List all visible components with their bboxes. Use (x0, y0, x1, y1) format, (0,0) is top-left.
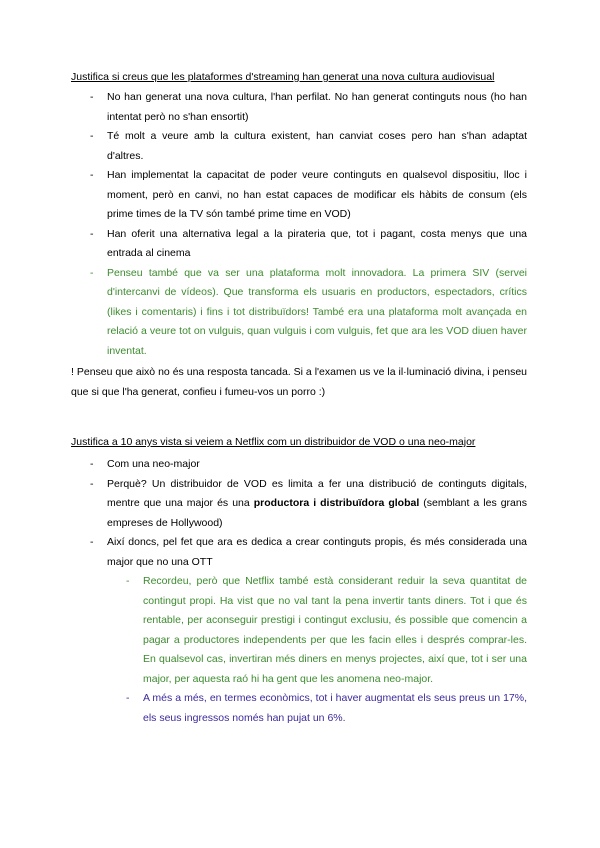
item-text: (semblant a les grans empreses de Hollywood) (107, 497, 527, 529)
section2-sublist (143, 572, 527, 728)
sublist-item-comment: - Recordeu, però que Netflix també està considerant reduir la seva quantitat de contingut propi. Ha vist que no val tant la pena invertir tants diners. Tot i que és rentable, per aconseguir prestigi i contingut exclusiu, és possible que comencin a pagar a productores independents per que les facin elles i després comprar-les. En qualsevol cas, invertiran més diners en menys projectes, així que, tot i ser una major, per aquesta raó hi ha gent que les anomena neo-major. (143, 572, 527, 689)
item-bold-text: productora i distribuïdora global (253, 497, 420, 509)
section2-heading: Justifica a 10 anys vista si veiem a Netflix com un distribuidor de VOD o una neo-major (71, 436, 476, 448)
section1-heading: Justifica si creus que les plataformes d'streaming han generat una nova cultura audiovisual (71, 71, 495, 83)
item-text: Perquè? Un distribuidor de VOD es limita a fer una distribució de continguts digitals, mentre que una major és una (107, 477, 527, 509)
list-item: - No han generat una nova cultura, l'han perfilat. No han generat continguts nous (ho han intentat però no s'han ensortit) (107, 88, 527, 127)
sublist-item-comment: - A més a més, en termes econòmics, tot i haver augmentat els seus preus un 17%, els seus ingressos només han pujat un 6%. (143, 689, 527, 728)
list-item: - Així doncs, pel fet que ara es dedica a crear continguts propis, és més considerada una major que no una OTT (107, 533, 527, 572)
list-item: - Han implementat la capacitat de poder veure continguts en qualsevol dispositiu, lloc i moment, però en canvi, no han estat capaces de modificar els hàbits de consum (els prime times de la TV són també prime time en VOD) (107, 166, 527, 225)
section1-note: ! Penseu que això no és una resposta tancada. Si a l'examen us ve la il·luminació divina, i penseu que si que l'ha generat, confieu i fumeu-vos un porro :) (71, 366, 527, 398)
list-item: - Té molt a veure amb la cultura existent, han canviat coses pero han s'han adaptat d'altres. (107, 127, 527, 166)
section1-list (107, 88, 527, 361)
list-item (107, 475, 527, 534)
list-item: - Han oferit una alternativa legal a la pirateria que, tot i pagant, costa menys que una entrada al cinema (107, 225, 527, 264)
section2-list (107, 455, 527, 572)
list-item: - Com una neo-major (107, 455, 527, 475)
list-item-comment: - Penseu també que va ser una plataforma molt innovadora. La primera SIV (servei d'intercanvi de vídeos). Que transforma els usuaris en productors, espectadors, crítics (likes i comentaris) i fins i tot distribuïdors! També era una plataforma molt avançada en relació a veure tot on vulguis, quan vulguis i com vulguis, fet que ara les VOD diuen haver inventat. (107, 264, 527, 362)
